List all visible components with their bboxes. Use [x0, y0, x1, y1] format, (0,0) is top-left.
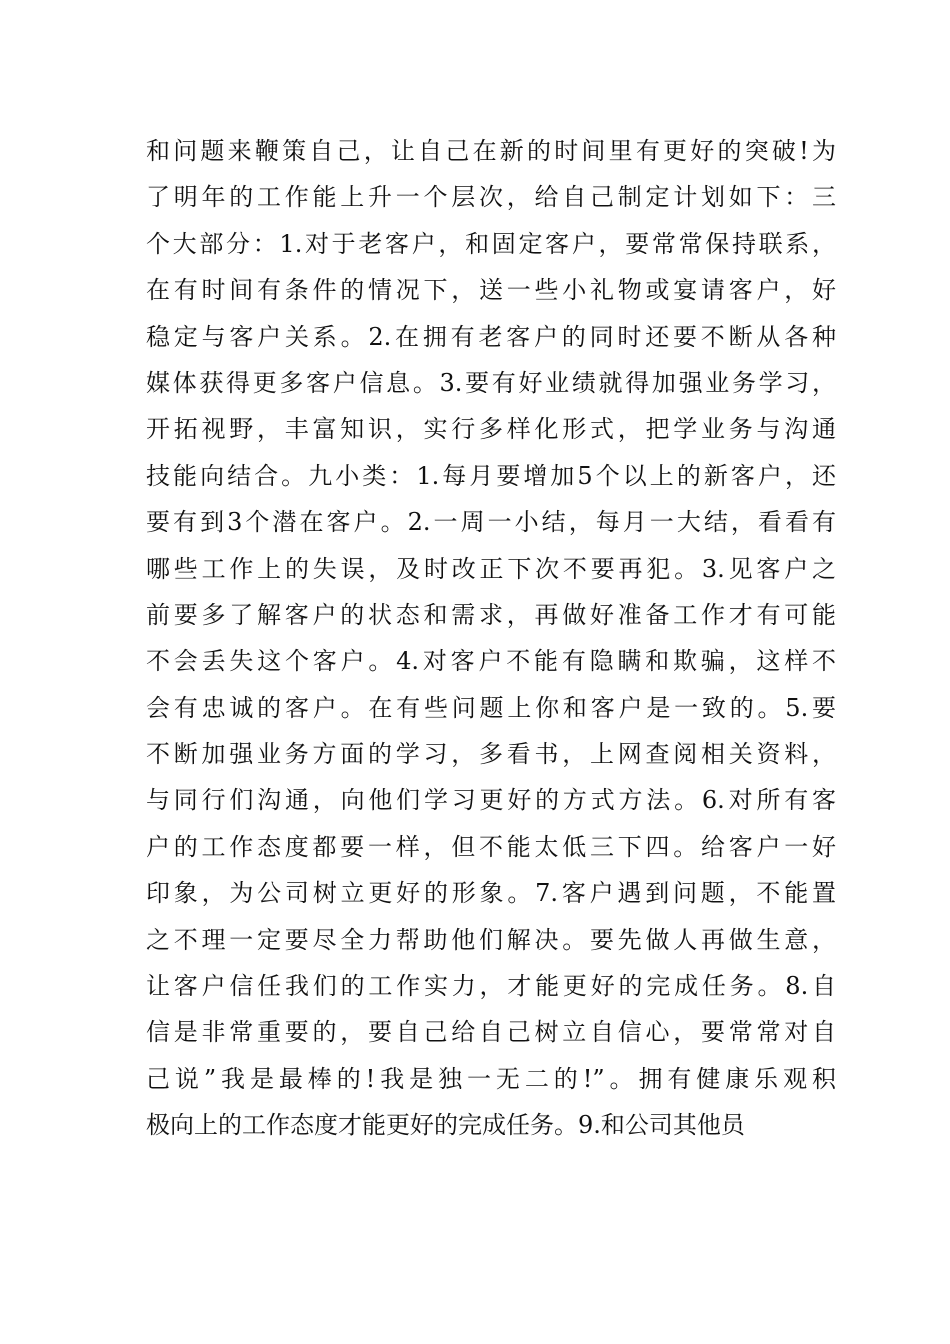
text-line: 稳定与客户关系。2.在拥有老客户的同时还要不断从各种 [146, 322, 836, 351]
text-line: 极向上的工作态度才能更好的完成任务。9.和公司其他员 [146, 1111, 745, 1140]
text-line: 前要多了解客户的状态和需求，再做好准备工作才有可能 [146, 600, 836, 629]
body-text [146, 128, 836, 1149]
text-line: 户的工作态度都要一样，但不能太低三下四。给客户一好 [146, 832, 836, 861]
text-line: 技能向结合。九小类：1.每月要增加5个以上的新客户，还 [146, 461, 836, 490]
text-line: 不断加强业务方面的学习，多看书，上网查阅相关资料， [146, 740, 836, 769]
text-line: 印象，为公司树立更好的形象。7.客户遇到问题，不能置 [146, 879, 836, 908]
text-line: 媒体获得更多客户信息。3.要有好业绩就得加强业务学习， [146, 368, 836, 397]
text-line: 信是非常重要的，要自己给自己树立自信心，要常常对自 [146, 1018, 836, 1047]
text-line: 己说”我是最棒的!我是独一无二的!”。拥有健康乐观积 [146, 1064, 836, 1093]
text-line: 之不理一定要尽全力帮助他们解决。要先做人再做生意， [146, 925, 836, 954]
text-line: 会有忠诚的客户。在有些问题上你和客户是一致的。5.要 [146, 693, 836, 722]
text-line: 了明年的工作能上升一个层次，给自己制定计划如下：三 [146, 183, 836, 212]
text-line: 在有时间有条件的情况下，送一些小礼物或宴请客户，好 [146, 276, 836, 305]
text-line: 和问题来鞭策自己，让自己在新的时间里有更好的突破!为 [146, 137, 836, 165]
text-line: 不会丢失这个客户。4.对客户不能有隐瞒和欺骗，这样不 [146, 647, 836, 676]
text-line: 要有到3个潜在客户。2.一周一小结，每月一大结，看看有 [146, 508, 836, 537]
text-line: 与同行们沟通，向他们学习更好的方式方法。6.对所有客 [146, 786, 836, 815]
text-line: 让客户信任我们的工作实力，才能更好的完成任务。8.自 [146, 972, 836, 1001]
text-line: 个大部分：1.对于老客户，和固定客户，要常常保持联系， [146, 229, 836, 258]
text-line: 哪些工作上的失误，及时改正下次不要再犯。3.见客户之 [146, 554, 836, 583]
text-line: 开拓视野，丰富知识，实行多样化形式，把学业务与沟通 [146, 415, 836, 444]
